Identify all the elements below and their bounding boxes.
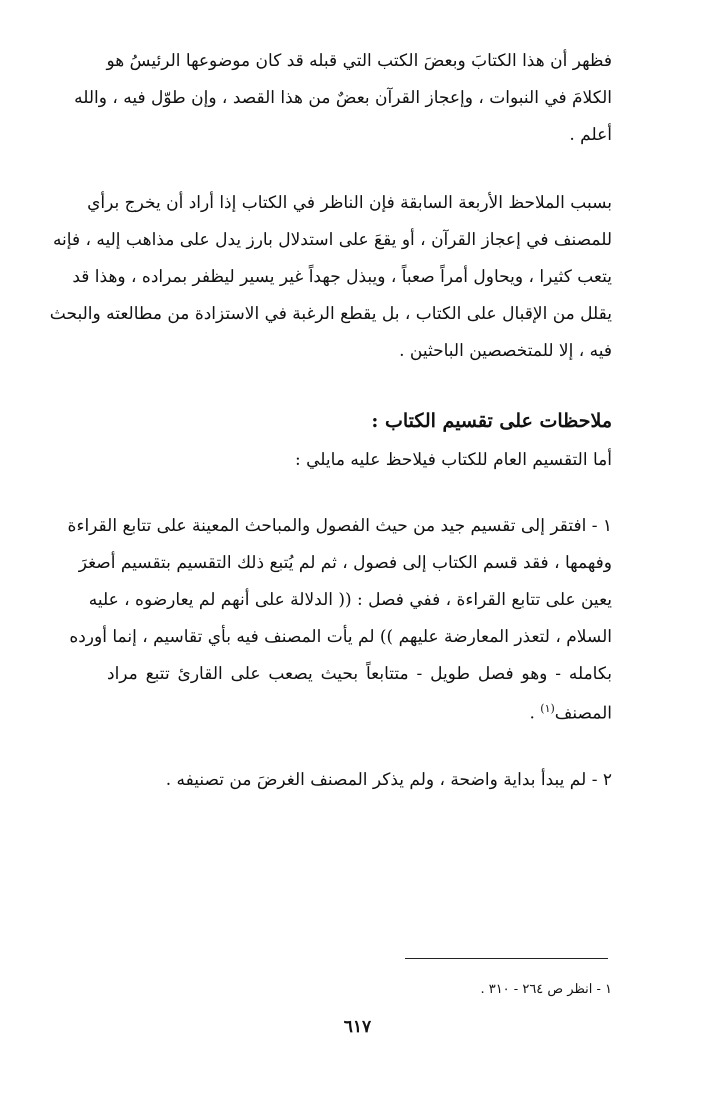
point-last-text: المصنف bbox=[554, 703, 612, 724]
footnote-divider bbox=[405, 958, 608, 959]
footnote-text: ١ - انظر ص ٢٦٤ - ٣١٠ . bbox=[480, 982, 612, 997]
text-line: يتعب كثيرا ، ويحاول أمراً صعباً ، ويبذل جهداً غير يسير ليظفر بمراده ، وهذا قد bbox=[72, 267, 612, 287]
section-heading: ملاحظات على تقسيم الكتاب : bbox=[371, 410, 612, 432]
point-line: بكامله - وهو فصل طويل - متتابعاً بحيث يصعب على القارئ تتبع مراد bbox=[107, 664, 612, 684]
page-number: ٦١٧ bbox=[343, 1017, 372, 1037]
text-line: أعلم . bbox=[569, 125, 612, 145]
text-line: يقلل من الإقبال على الكتاب ، بل يقطع الرغبة في الاستزادة من مطالعته والبحث bbox=[49, 304, 612, 324]
text-line: للمصنف في إعجاز القرآن ، أو يقعَ على استدلال بارز يدل على مذاهب إليه ، فإنه bbox=[52, 230, 612, 250]
point-line: ٢ - لم يبدأ بداية واضحة ، ولم يذكر المصنف الغرضَ من تصنيفه . bbox=[165, 770, 612, 790]
point-line: ١ - افتقر إلى تقسيم جيد من حيث الفصول والمباحث المعينة على تتابع القراءة bbox=[67, 516, 612, 536]
point-line bbox=[107, 703, 612, 723]
text-line: الكلامَ في النبوات ، وإعجاز القرآن بعضٌ من هذا القصد ، وإن طوّل فيه ، والله bbox=[74, 88, 612, 108]
point-last-end: . bbox=[529, 703, 541, 724]
footnote-mark[interactable]: (١) bbox=[540, 702, 555, 715]
text-line: فظهر أن هذا الكتابَ وبعضَ الكتب التي قبله قد كان موضوعها الرئيسُ هو bbox=[106, 51, 612, 71]
point-line: وفهمها ، فقد قسم الكتاب إلى فصول ، ثم لم يُتبع ذلك التقسيم بتقسيم أصغرَ bbox=[78, 553, 612, 573]
point-line: السلام ، لتعذر المعارضة عليهم )) لم يأت المصنف فيه بأي تقاسيم ، إنما أورده bbox=[69, 627, 612, 647]
point-line: يعين على تتابع القراءة ، ففي فصل : (( الدلالة على أنهم لم يعارضوه ، عليه bbox=[88, 590, 612, 610]
section-intro: أما التقسيم العام للكتاب فيلاحظ عليه مايلي : bbox=[295, 450, 612, 470]
text-line: فيه ، إلا للمتخصصين الباحثين . bbox=[399, 341, 612, 361]
text-line: بسبب الملاحظ الأربعة السابقة فإن الناظر في الكتاب إذا أراد أن يخرج برأي bbox=[87, 193, 612, 213]
